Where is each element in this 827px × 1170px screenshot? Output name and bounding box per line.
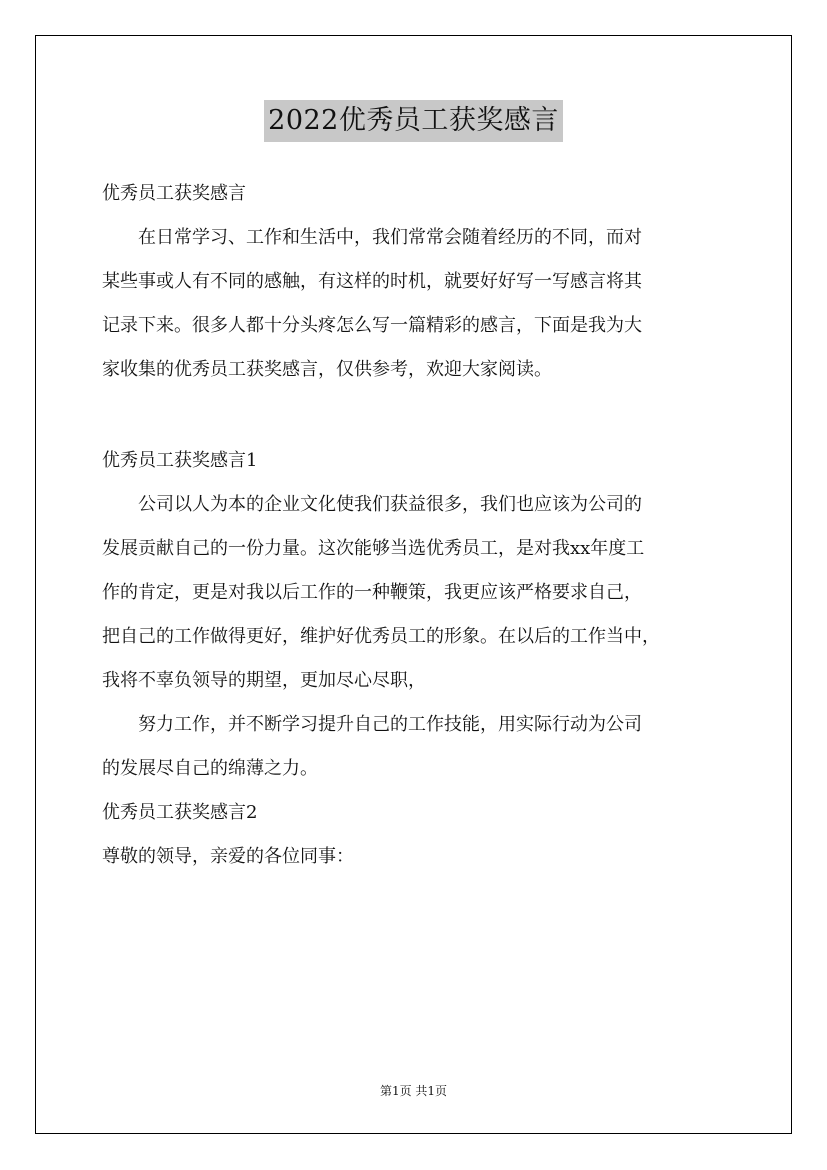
section1-line: 的发展尽自己的绵薄之力。 bbox=[102, 758, 318, 779]
section1-heading: 优秀员工获奖感言1 bbox=[102, 450, 258, 471]
paragraph-gap bbox=[102, 392, 734, 439]
section1-line: 公司以人为本的企业文化使我们获益很多，我们也应该为公司的 bbox=[138, 494, 642, 515]
section1-line: 把自己的工作做得更好，维护好优秀员工的形象。在以后的工作当中， bbox=[102, 626, 660, 647]
section1-line: 发展贡献自己的一份力量。这次能够当选优秀员工，是对我xx年度工 bbox=[102, 538, 645, 559]
section1-line: 作的肯定，更是对我以后工作的一种鞭策，我更应该严格要求自己， bbox=[102, 582, 642, 603]
page-footer: 第1页 共1页 bbox=[379, 1084, 448, 1098]
section1-line: 我将不辜负领导的期望，更加尽心尽职， bbox=[102, 670, 426, 691]
intro-line: 记录下来。很多人都十分头疼怎么写一篇精彩的感言，下面是我为大 bbox=[102, 315, 642, 336]
intro-line: 在日常学习、工作和生活中，我们常常会随着经历的不同，而对 bbox=[138, 227, 642, 248]
section1-line: 努力工作，并不断学习提升自己的工作技能，用实际行动为公司 bbox=[138, 714, 642, 735]
intro-paragraph bbox=[102, 216, 734, 392]
heading-main: 优秀员工获奖感言 bbox=[102, 183, 246, 204]
section2-heading: 优秀员工获奖感言2 bbox=[102, 802, 258, 823]
title-wrapper bbox=[0, 100, 827, 142]
section1-paragraph-1 bbox=[102, 483, 734, 703]
document-body bbox=[102, 172, 734, 879]
intro-line: 某些事或人有不同的感触，有这样的时机，就要好好写一写感言将其 bbox=[102, 271, 642, 292]
section2-greeting: 尊敬的领导，亲爱的各位同事： bbox=[102, 846, 354, 867]
section1-paragraph-2 bbox=[102, 703, 734, 791]
intro-line: 家收集的优秀员工获奖感言，仅供参考，欢迎大家阅读。 bbox=[102, 359, 552, 380]
document-title: 2022优秀员工获奖感言 bbox=[264, 100, 563, 142]
